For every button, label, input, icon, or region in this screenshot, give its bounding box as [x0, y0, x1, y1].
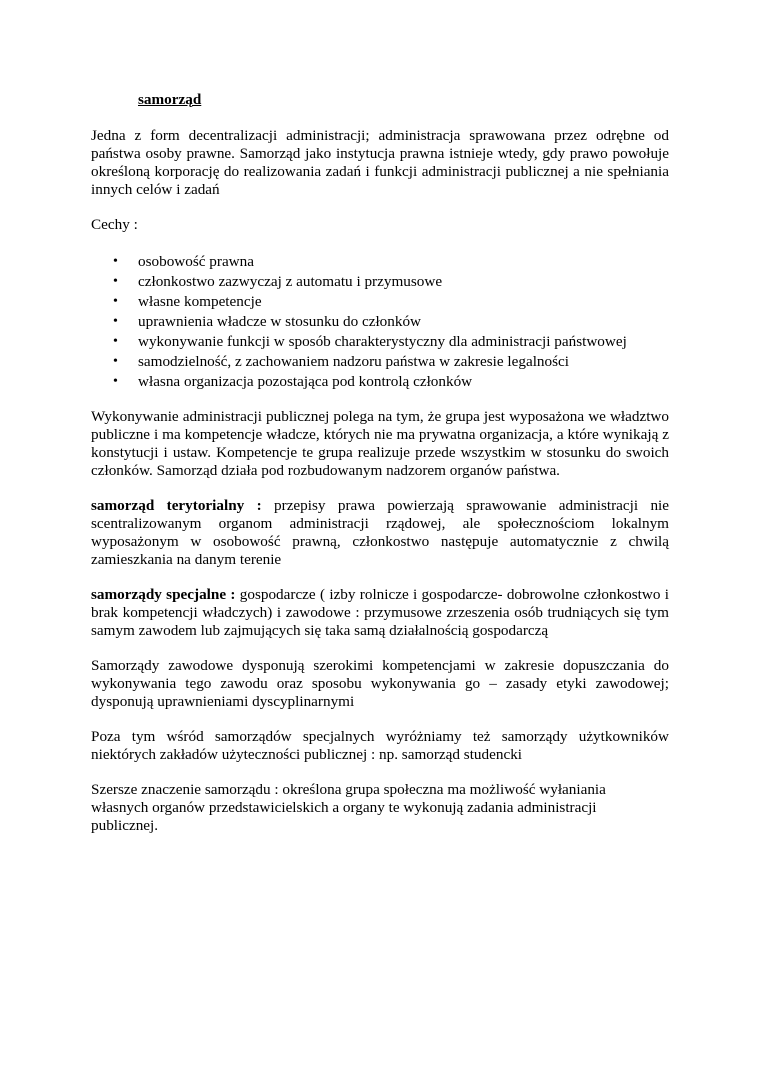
document-body	[91, 91, 669, 835]
list-item: • samodzielność, z zachowaniem nadzoru państwa w zakresie legalności	[113, 353, 569, 370]
execution-paragraph: Wykonywanie administracji publicznej polega na tym, że grupa jest wyposażona we władztwo publiczne i ma kompetencje władcze, których nie ma prywatna organizacja, a które wynikają z konstytucji i ustaw. Kompetencje te grupa realizuje przede wszystkim w stosunku do swoich członków. Samorząd działa pod rozbudowanym nadzorem organów państwa.	[91, 408, 669, 479]
list-item: • osobowość prawna	[113, 253, 254, 270]
features-label: Cechy :	[91, 216, 138, 233]
territorial-paragraph	[91, 497, 669, 569]
bullet-icon: •	[113, 274, 118, 289]
professional-paragraph: Samorządy zawodowe dysponują szerokimi kompetencjami w zakresie dopuszczania do wykonywania tego zawodu oraz sposobu wykonywania go – zasady etyki zawodowej; dysponują uprawnieniami dyscyplinarnymi	[91, 657, 669, 710]
broader-meaning-paragraph: Szersze znaczenie samorządu : określona grupa społeczna ma możliwość wyłaniania własnych organów przedstawicielskich a organy te wykonują zadania administracji publicznej.	[91, 781, 606, 834]
territorial-term: samorząd terytorialny :	[91, 497, 262, 514]
bullet-icon: •	[113, 374, 118, 389]
document-title: samorząd	[138, 91, 202, 108]
list-item: • własne kompetencje	[113, 293, 262, 310]
users-paragraph: Poza tym wśród samorządów specjalnych wyróżniamy też samorządy użytkowników niektórych zakładów użyteczności publicznej : np. samorząd studencki	[91, 728, 669, 763]
list-item: • uprawnienia władcze w stosunku do członków	[113, 313, 422, 330]
bullet-icon: •	[113, 354, 118, 369]
list-item: • własna organizacja pozostająca pod kontrolą członków	[113, 373, 473, 390]
territorial-text: przepisy prawa powierzają sprawowanie administracji nie scentralizowanym organom administracji rządowej, ale społecznościom lokalnym wyposażonym w osobowość prawną, członkostwo następuje automatycznie z chwilą zamieszkania na danym terenie	[91, 497, 670, 568]
special-paragraph	[91, 586, 669, 640]
special-text: gospodarcze ( izby rolnicze i gospodarcze- dobrowolne członkostwo i brak kompetencji władczych) i zawodowe : przymusowe zrzeszenia osób trudniących się tym samym zawodem lub zajmujących się taka samą działalnością gospodarczą	[91, 586, 669, 639]
bullet-icon: •	[113, 254, 118, 269]
special-term: samorządy specjalne :	[91, 586, 236, 603]
list-item: • wykonywanie funkcji w sposób charakterystyczny dla administracji państwowej	[113, 333, 627, 350]
bullet-icon: •	[113, 334, 118, 349]
bullet-icon: •	[113, 314, 118, 329]
intro-paragraph: Jedna z form decentralizacji administracji; administracja sprawowana przez odrębne od państwa osoby prawne. Samorząd jako instytucja prawna istnieje wtedy, gdy prawo powołuje określoną korporację do realizowania zadań i funkcji administracji publicznej a nie spełniania innych celów i zadań	[91, 127, 669, 198]
list-item: • członkostwo zazwyczaj z automatu i przymusowe	[113, 273, 443, 290]
bullet-icon: •	[113, 294, 118, 309]
features-list	[91, 252, 669, 392]
